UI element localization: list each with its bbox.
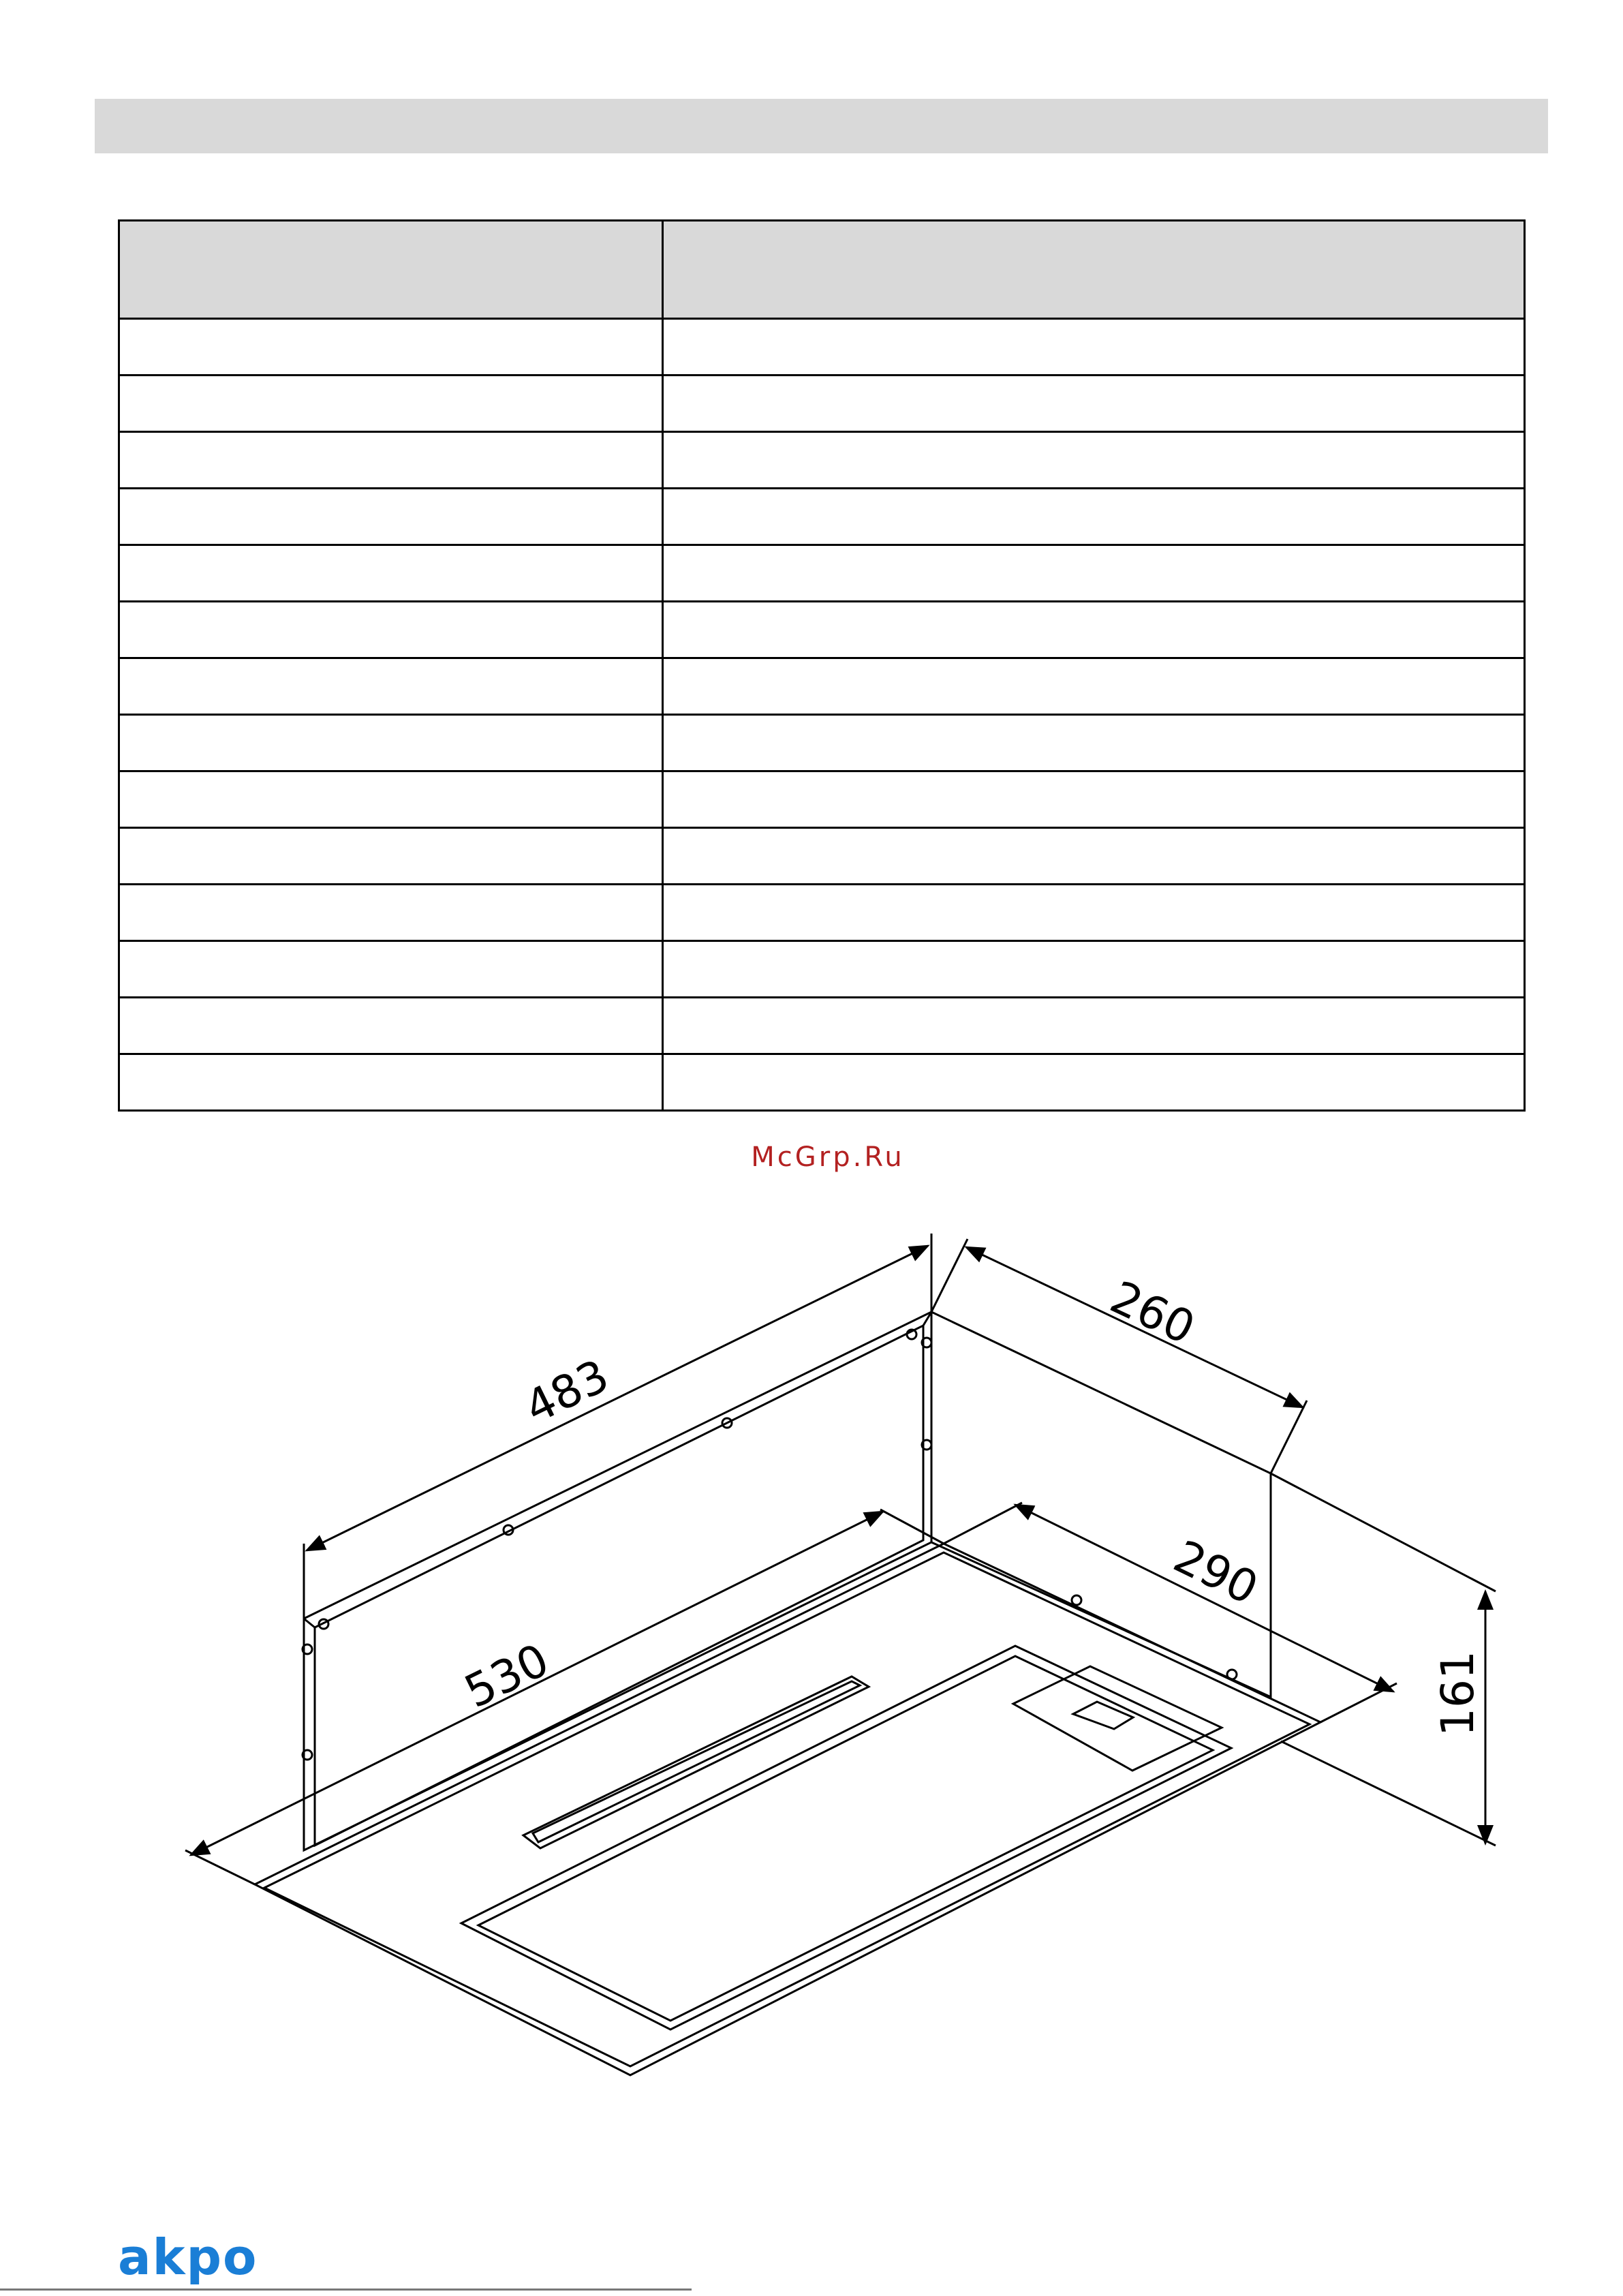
table-cell (663, 715, 1525, 771)
table-row (119, 998, 1525, 1054)
dimension-290 (944, 1503, 1397, 1722)
table-row (119, 771, 1525, 828)
table-cell (119, 885, 663, 941)
table-cell (663, 1054, 1525, 1111)
table-cell (119, 998, 663, 1054)
table-cell (663, 828, 1525, 885)
table-cell (663, 658, 1525, 715)
table-cell (119, 828, 663, 885)
table-row (119, 828, 1525, 885)
dim-label-260: 260 (1102, 1270, 1203, 1355)
table-cell (119, 941, 663, 998)
table-cell (663, 998, 1525, 1054)
table-row (119, 489, 1525, 545)
table-cell (119, 1054, 663, 1111)
table-row (119, 941, 1525, 998)
back-panel (304, 1312, 931, 1850)
table-cell (119, 771, 663, 828)
dimension-483 (304, 1234, 931, 1619)
table-cell (119, 489, 663, 545)
table-row (119, 658, 1525, 715)
spec-table (118, 219, 1526, 1112)
table-cell (119, 376, 663, 432)
side-panel (931, 1312, 1271, 1697)
bottom-panel (255, 1544, 1320, 2075)
table-row (119, 885, 1525, 941)
table-row (119, 432, 1525, 489)
table-cell (663, 545, 1525, 602)
dimension-161 (1271, 1473, 1496, 1846)
dim-label-530: 530 (457, 1633, 557, 1719)
dimension-530 (185, 1510, 944, 1884)
table-cell (663, 376, 1525, 432)
table-cell (663, 432, 1525, 489)
table-header-cell (119, 221, 663, 319)
table-header-row (119, 221, 1525, 319)
table-cell (663, 885, 1525, 941)
table-cell (663, 319, 1525, 376)
table-cell (663, 771, 1525, 828)
table-cell (119, 545, 663, 602)
dim-label-483: 483 (516, 1349, 617, 1435)
table-cell (119, 715, 663, 771)
dimension-260 (931, 1239, 1307, 1473)
bottom-rule (0, 2289, 692, 2291)
brand-logo: akpo (118, 2229, 258, 2286)
hood-dimension-drawing (0, 1213, 1623, 2099)
table-cell (119, 658, 663, 715)
table-row (119, 376, 1525, 432)
watermark: McGrp.Ru (751, 1142, 905, 1173)
dim-label-290: 290 (1165, 1530, 1266, 1615)
table-row (119, 319, 1525, 376)
table-row (119, 545, 1525, 602)
table-cell (663, 941, 1525, 998)
table-cell (663, 602, 1525, 658)
table-cell (119, 602, 663, 658)
table-row (119, 715, 1525, 771)
dim-label-161: 161 (1432, 1651, 1484, 1736)
header-band (95, 99, 1548, 153)
table-header-cell (663, 221, 1525, 319)
table-row (119, 1054, 1525, 1111)
table-cell (663, 489, 1525, 545)
table-cell (119, 432, 663, 489)
table-row (119, 602, 1525, 658)
table-cell (119, 319, 663, 376)
